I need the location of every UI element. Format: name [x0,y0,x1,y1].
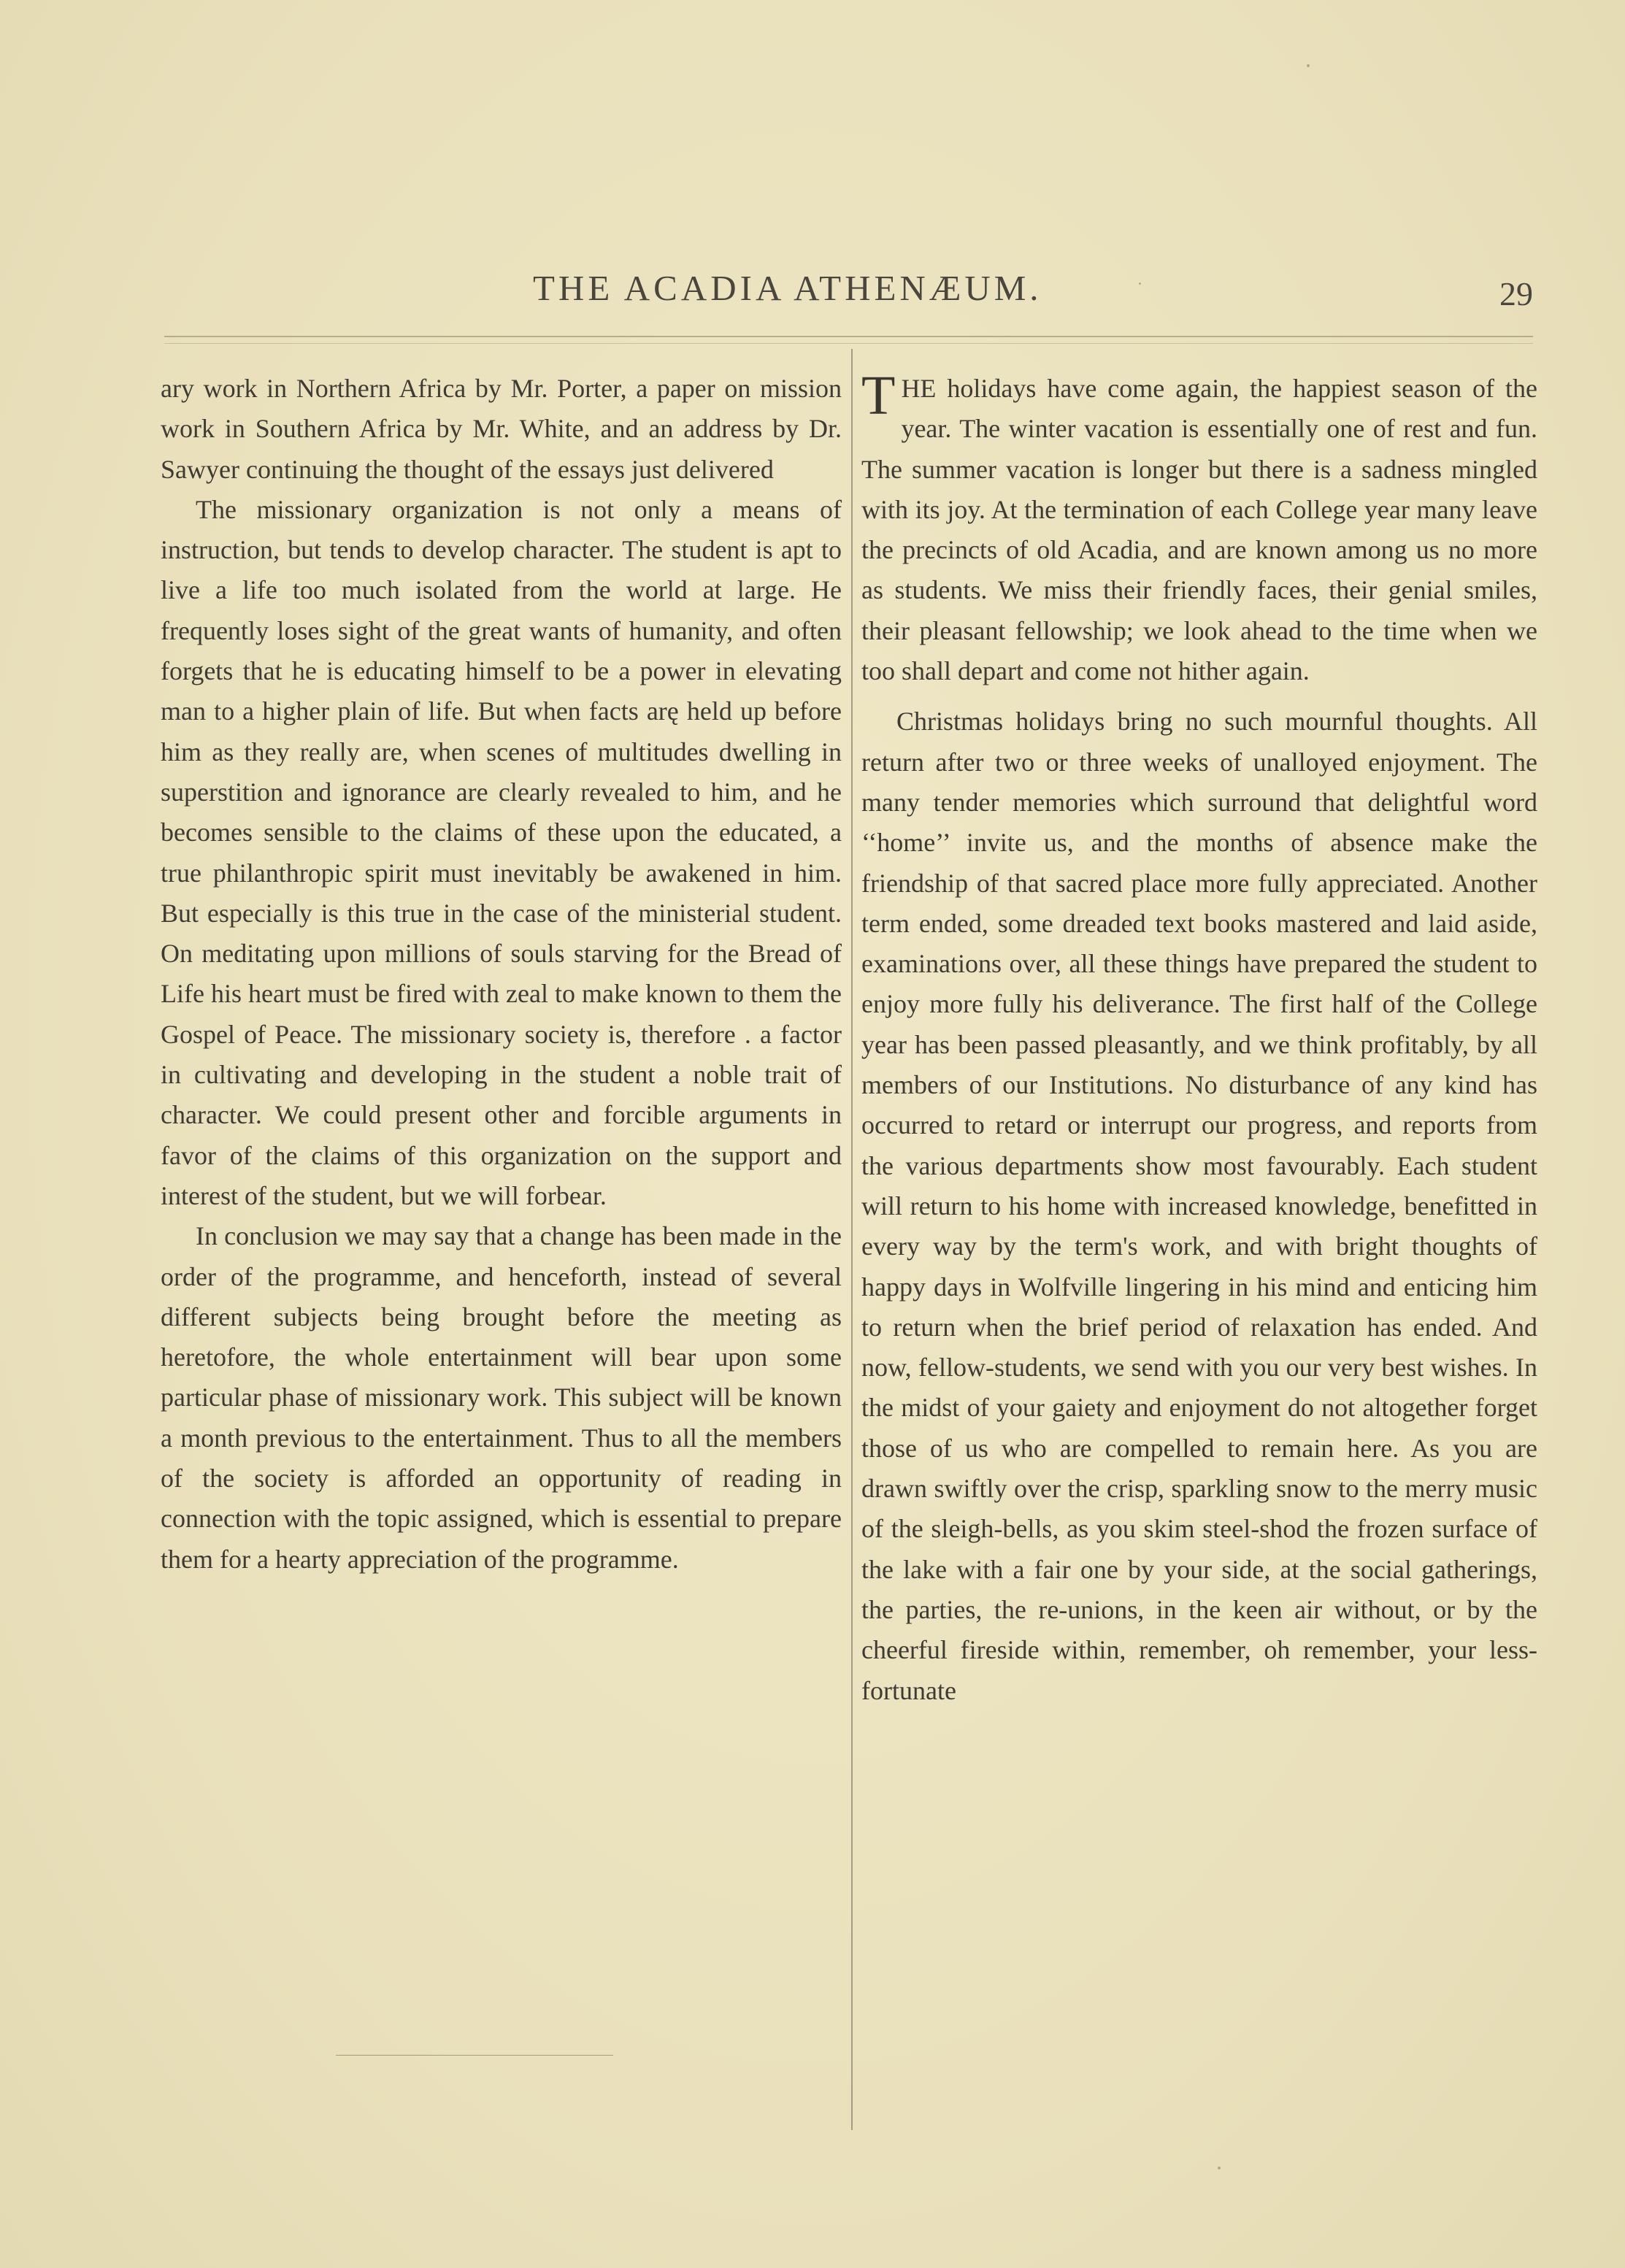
paper-fleck [1139,282,1141,285]
left-paragraph-1: ary work in Northern Africa by Mr. Porter, a paper on mission work in Southern Africa by Mr. White, and an address by Dr. Sawyer continuing the thought of the essays just delivered [161,374,842,484]
right-column [861,365,1537,1711]
header-rule [164,336,1533,337]
running-title: THE ACADIA ATHENÆUM. [533,268,1042,308]
paper-fleck [1218,2167,1221,2169]
drop-cap: T [861,365,896,426]
right-paragraph-1 [861,365,1537,691]
section-end-rule [336,2055,613,2056]
header-rule-secondary [164,343,1533,344]
left-paragraph-2: The missionary organization is not only a means of instruction, but tends to develop character. The student is apt to live a life too much isolated from the world at large. He frequently loses sight of the great wants of humanity, and often forgets that he is educating himself to be a power in elevating man to a higher plain of life. But when facts arę held up before him as they really are, when scenes of multitudes dwelling in superstition and ignorance are clearly revealed to him, and he becomes sensible to the claims of these upon the educated, a true philanthropic spirit must inevitably be awakened in him. But especially is this true in the case of the ministerial student. On meditating upon millions of souls starving for the Bread of Life his heart must be fired with zeal to make known to them the Gospel of Peace. The missionary society is, therefore . a factor in cultivating and developing in the student a noble trait of character. We could present other and forcible arguments in favor of the claims of this organization on the support and interest of the student, but we will forbear. [161,494,842,1210]
left-paragraph-3: In conclusion we may say that a change has been made in the order of the programme, and henceforth, instead of several different subjects being brought before the meeting as heretofore, the whole entertainment will bear upon some particular phase of missionary work. This subject will be known a month previous to the entertainment. Thus to all the members of the society is afforded an opportunity of reading in connection with the topic assigned, which is essential to prepare them for a hearty appreciation of the programme. [161,1221,842,1574]
column-divider [851,349,853,2130]
page-header [161,267,1533,318]
right-paragraph-1-text: HE holidays have come again, the happiest season of the year. The winter vacation is essentially one of rest and fun. The summer vacation is longer but there is a sadness mingled with its joy. At the termination of each College year many leave the precincts of old Acadia, and are known among us no more as students. We miss their friendly faces, their genial smiles, their pleasant fellowship; we look ahead to the time when we too shall depart and come not hither again. [861,374,1537,686]
paper-fleck [1307,64,1310,67]
left-column [161,369,842,1580]
page-number: 29 [1499,275,1533,312]
right-paragraph-2: Christmas holidays bring no such mournful thoughts. All return after two or three weeks of unalloyed enjoyment. The many tender memories which surround that delightful word ‘‘home’’ invite us, and the months of absence make the friendship of that sacred place more fully appreciated. Another term ended, some dreaded text books mastered and laid aside, examinations over, all these things have prepared the student to enjoy more fully his deliverance. The first half of the College year has been passed pleasantly, and we think profitably, by all members of our Institutions. No disturbance of any kind has occurred to retard or interrupt our progress, and reports from the various departments show most favourably. Each student will return to his home with increased knowledge, benefitted in every way by the term's work, and with bright thoughts of happy days in Wolfville lingering in his mind and enticing him to return when the brief period of relaxation has ended. And now, fellow-students, we send with you our very best wishes. In the midst of your gaiety and enjoyment do not altogether forget those of us who are compelled to remain here. As you are drawn swiftly over the crisp, sparkling snow to the merry music of the sleigh-bells, as you skim steel-shod the frozen surface of the lake with a fair one by your side, at the social gatherings, the parties, the re-unions, in the keen air without, or by the cheerful fireside within, remember, oh remember, your less-fortunate [861,707,1537,1705]
